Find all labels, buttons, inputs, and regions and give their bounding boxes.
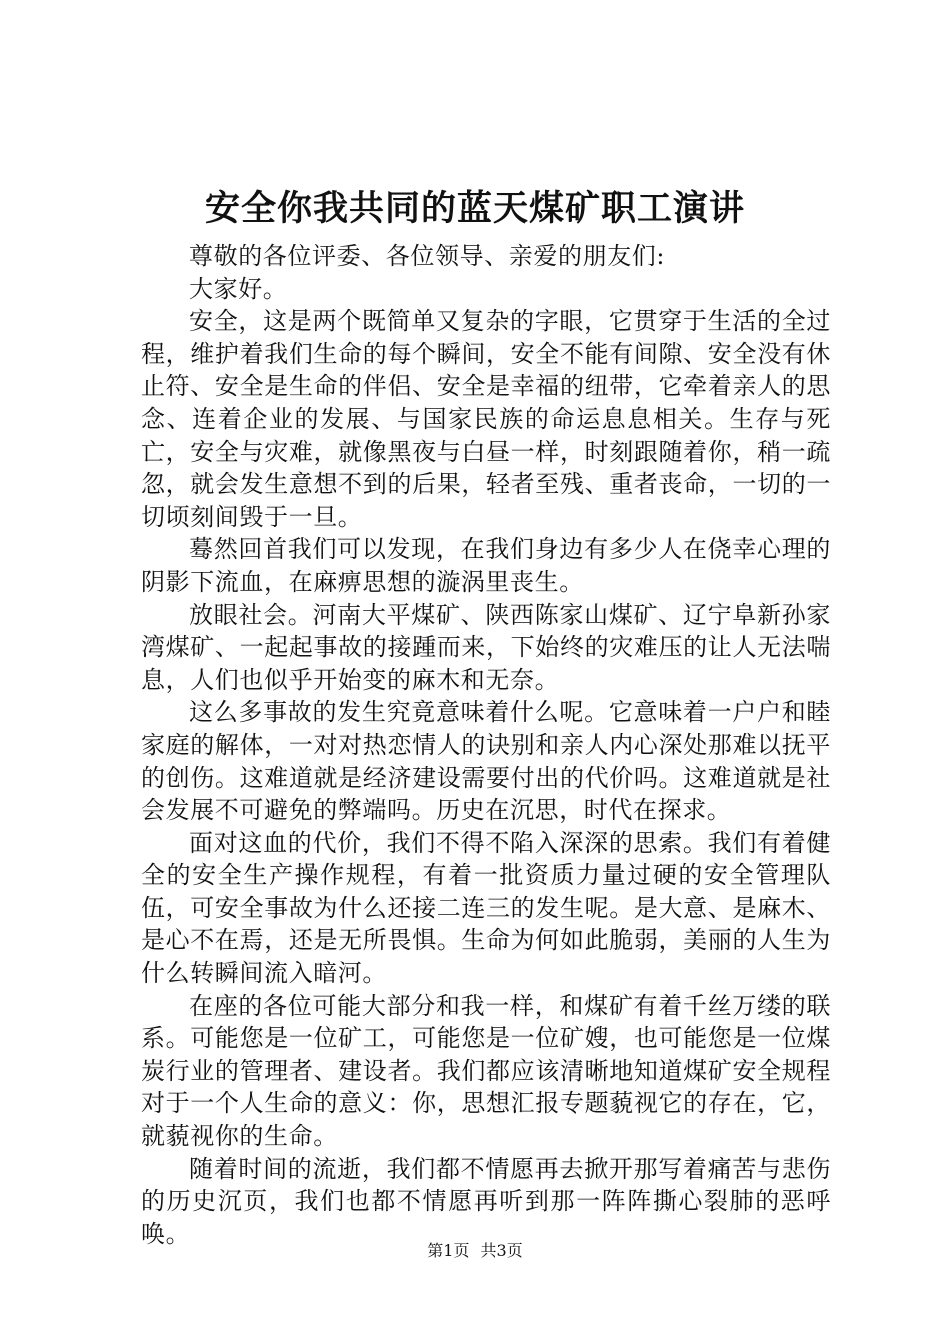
page-total: 共3页 [480,1241,523,1260]
paragraph: 面对这血的代价，我们不得不陷入深深的思索。我们有着健全的安全生产操作规程，有着一批资质力量过硬的安全管理队伍，可安全事故为什么还接二连三的发生呢。是大意、是麻木、是心不在焉，还是无所畏惧。生命为何如此脆弱，美丽的人生为什么转瞬间流入暗河。 [141,828,831,988]
paragraph: 在座的各位可能大部分和我一样，和煤矿有着千丝万缕的联系。可能您是一位矿工，可能您是一位矿嫂，也可能您是一位煤炭行业的管理者、建设者。我们都应该清晰地知道煤矿安全规程对于一个人生命的意义：你，思想汇报专题藐视它的存在，它，就藐视你的生命。 [141,991,831,1151]
paragraph: 蓦然回首我们可以发现，在我们身边有多少人在侥幸心理的阴影下流血，在麻痹思想的漩涡里丧生。 [141,535,831,596]
paragraph: 放眼社会。河南大平煤矿、陕西陈家山煤矿、辽宁阜新孙家湾煤矿、一起起事故的接踵而来，下始终的灾难压的让人无法喘息，人们也似乎开始变的麻木和无奈。 [141,600,831,694]
paragraph: 安全，这是两个既简单又复杂的字眼，它贯穿于生活的全过程，维护着我们生命的每个瞬间，安全不能有间隙、安全没有休止符、安全是生命的伴侣、安全是幸福的纽带，它牵着亲人的思念、连着企业的发展、与国家民族的命运息息相关。生存与死亡，安全与灾难，就像黑夜与白昼一样，时刻跟随着你，稍一疏忽，就会发生意想不到的后果，轻者至残、重者丧命，一切的一切顷刻间毁于一旦。 [141,307,831,531]
document-title: 安全你我共同的蓝天煤矿职工演讲 [204,188,745,229]
document-body [141,240,831,1250]
paragraph: 随着时间的流逝，我们都不情愿再去掀开那写着痛苦与悲伤的历史沉页，我们也都不情愿再听到那一阵阵撕心裂肺的恶呼唤。 [141,1154,831,1248]
page-number: 第1页 [427,1241,470,1260]
page-footer [0,1240,950,1262]
paragraph: 这么多事故的发生究竟意味着什么呢。它意味着一户户和睦家庭的解体，一对对热恋情人的诀别和亲人内心深处那难以抚平的创伤。这难道就是经济建设需要付出的代价吗。这难道就是社会发展不可避免的弊端吗。历史在沉思，时代在探求。 [141,698,831,825]
greeting: 大家好。 [189,274,288,303]
salutation: 尊敬的各位评委、各位领导、亲爱的朋友们: [189,242,666,270]
